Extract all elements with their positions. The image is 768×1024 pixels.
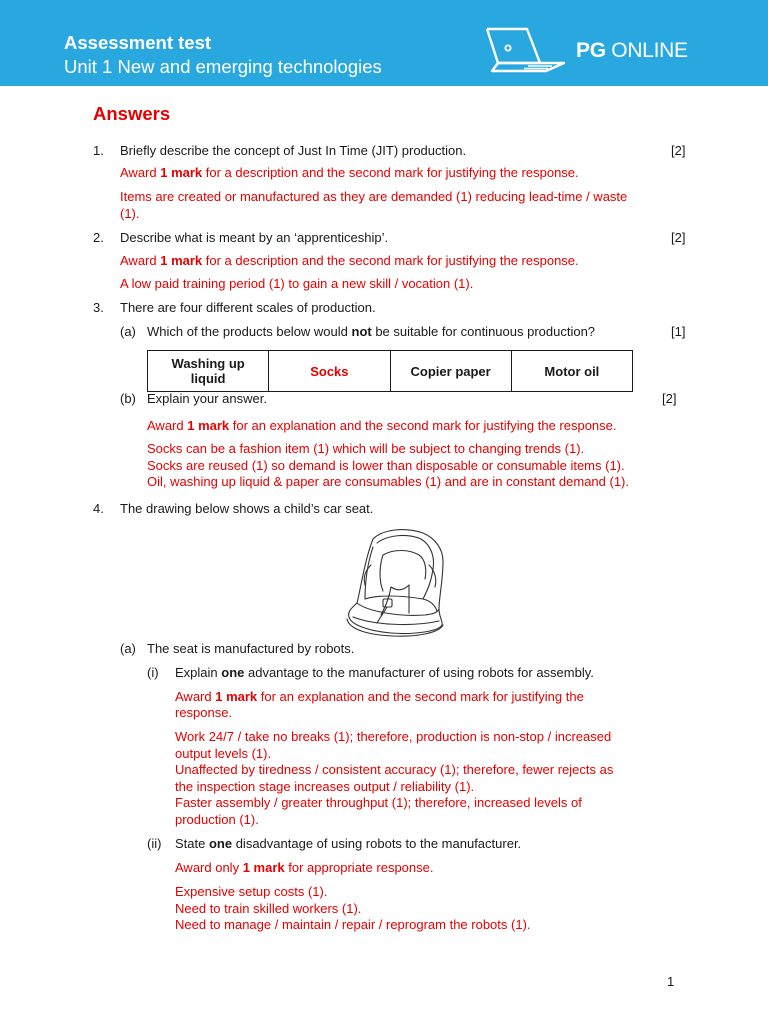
q4-text: The drawing below shows a child’s car seat. <box>120 501 374 516</box>
q1-award-pre: Award <box>120 165 161 180</box>
q2-number: 2. <box>93 230 104 245</box>
q2-award-pre: Award <box>120 253 161 268</box>
brand-name <box>576 39 688 63</box>
pg-online-logo <box>484 26 714 76</box>
q4i-post: advantage to the manufacturer of using robots for assembly. <box>244 665 594 680</box>
q4i-award-post: for an explanation and the second mark for justifying the <box>257 689 584 704</box>
q2-award-bold: 1 mark <box>160 253 203 268</box>
document-title: Assessment test <box>64 32 212 53</box>
q3a-text <box>147 324 595 341</box>
page-header <box>0 0 768 86</box>
q4ii-label: (ii) <box>147 836 162 851</box>
q1-number: 1. <box>93 143 104 158</box>
q4i-pre: Explain <box>175 665 222 680</box>
option-socks-selected: Socks <box>269 351 390 392</box>
q4ii-pre: State <box>175 836 209 851</box>
q3a-pre: Which of the products below would <box>147 324 352 339</box>
q4i-award-line-2: response. <box>175 705 233 720</box>
q4i-answer-line-4: the inspection stage increases output / reliability (1). <box>175 779 475 794</box>
q4ii-award <box>175 860 433 877</box>
q4ii-answer-line-3: Need to manage / maintain / repair / reprogram the robots (1). <box>175 917 531 932</box>
q3a-marks: [1] <box>671 324 686 339</box>
q3a-label: (a) <box>120 324 136 339</box>
options-row <box>148 351 633 392</box>
options-table <box>147 350 633 392</box>
document-subtitle: Unit 1 New and emerging technologies <box>64 56 382 77</box>
brand-bold: PG <box>576 39 606 62</box>
q3b-text: Explain your answer. <box>147 391 267 406</box>
q1-answer-line-1: Items are created or manufactured as they are demanded (1) reducing lead-time / waste <box>120 189 628 204</box>
q4ii-award-bold: 1 mark <box>242 860 285 875</box>
q4i-award <box>175 689 584 706</box>
q3a-bold: not <box>351 324 372 339</box>
q4a-text: The seat is manufactured by robots. <box>147 641 355 656</box>
q2-answer-line-1: A low paid training period (1) to gain a new skill / vocation (1). <box>120 276 474 291</box>
q3-answer-line-3: Oil, washing up liquid & paper are consumables (1) and are in constant demand (1). <box>147 474 629 489</box>
q4i-text <box>175 665 594 682</box>
q3-award <box>147 418 617 435</box>
q4i-label: (i) <box>147 665 159 680</box>
q3b-marks: [2] <box>662 391 677 406</box>
q3-answer-line-1: Socks can be a fashion item (1) which will be subject to changing trends (1). <box>147 441 585 456</box>
q4i-answer-line-5: Faster assembly / greater throughput (1); therefore, increased levels of <box>175 795 582 810</box>
laptop-icon <box>484 26 574 76</box>
q3-award-pre: Award <box>147 418 188 433</box>
q4i-answer-line-1: Work 24/7 / take no breaks (1); therefore, production is non-stop / increased <box>175 729 612 744</box>
option-copier-paper: Copier paper <box>390 351 511 392</box>
q4i-answer-line-2: output levels (1). <box>175 746 272 761</box>
q3b-label: (b) <box>120 391 136 406</box>
q4i-answer-line-3: Unaffected by tiredness / consistent accuracy (1); therefore, fewer rejects as <box>175 762 614 777</box>
q3-award-bold: 1 mark <box>187 418 230 433</box>
car-seat-illustration <box>343 525 449 637</box>
q4i-answer-line-6: production (1). <box>175 812 259 827</box>
q2-award-post: for a description and the second mark for justifying the response. <box>202 253 579 268</box>
q2-award <box>120 253 579 270</box>
q1-award-post: for a description and the second mark for justifying the response. <box>202 165 579 180</box>
q1-marks: [2] <box>671 143 686 158</box>
q4ii-answer-line-2: Need to train skilled workers (1). <box>175 901 362 916</box>
q1-award <box>120 165 579 182</box>
q4i-bold: one <box>221 665 245 680</box>
q4i-award-pre: Award <box>175 689 216 704</box>
q4ii-award-pre: Award only <box>175 860 243 875</box>
page-number: 1 <box>667 974 675 989</box>
q4ii-award-post: for appropriate response. <box>284 860 434 875</box>
option-washing-up-liquid: Washing up liquid <box>148 351 269 392</box>
q4-number: 4. <box>93 501 104 516</box>
q4a-label: (a) <box>120 641 136 656</box>
q2-marks: [2] <box>671 230 686 245</box>
q2-text: Describe what is meant by an ‘apprenticeship’. <box>120 230 389 245</box>
q4i-award-bold: 1 mark <box>215 689 258 704</box>
q3-award-post: for an explanation and the second mark for justifying the response. <box>229 418 617 433</box>
brand-rest: ONLINE <box>605 39 688 62</box>
q1-award-bold: 1 mark <box>160 165 203 180</box>
q4ii-bold: one <box>208 836 233 851</box>
q1-answer-line-2: (1). <box>120 206 140 221</box>
q3-answer-line-2: Socks are reused (1) so demand is lower than disposable or consumable items (1). <box>147 458 625 473</box>
q3-number: 3. <box>93 300 104 315</box>
q3-text: There are four different scales of production. <box>120 300 376 315</box>
q3a-post: be suitable for continuous production? <box>371 324 596 339</box>
q4ii-text <box>175 836 521 853</box>
answers-heading: Answers <box>93 103 171 124</box>
q1-text: Briefly describe the concept of Just In Time (JIT) production. <box>120 143 467 158</box>
q4ii-post: disadvantage of using robots to the manufacturer. <box>232 836 522 851</box>
q4ii-answer-line-1: Expensive setup costs (1). <box>175 884 328 899</box>
option-motor-oil: Motor oil <box>511 351 632 392</box>
